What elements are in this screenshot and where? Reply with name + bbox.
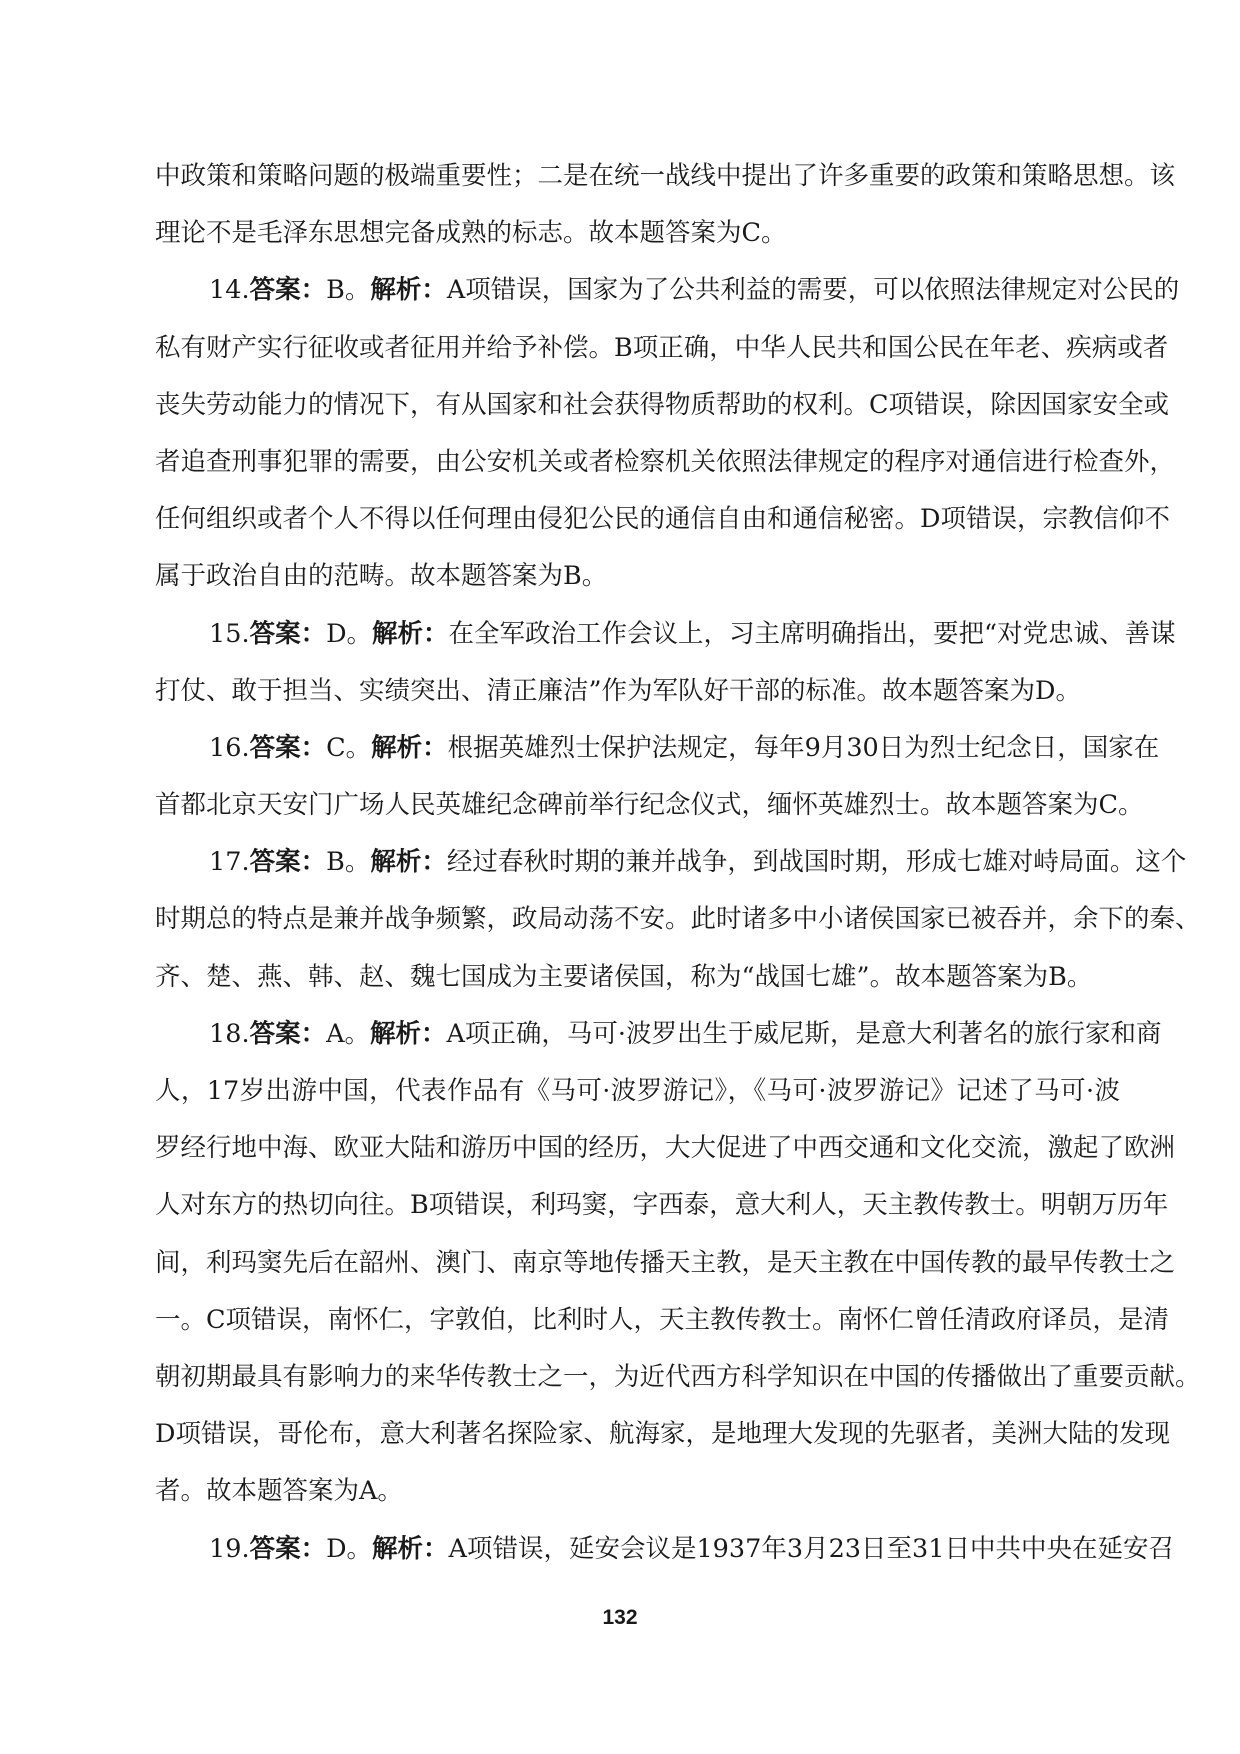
- text-line: [155, 1292, 1170, 1349]
- answer-paragraph-18: [155, 1006, 1201, 1521]
- answer-paragraph-17: [155, 834, 1201, 1006]
- text-line: [155, 777, 1144, 834]
- question-number: 19.: [209, 1533, 250, 1564]
- text-line: [155, 262, 1180, 319]
- line-text: 人，17岁出游中国，代表作品有《马可·波罗游记》，《马可·波罗游记》记述了马可·波: [155, 1076, 1120, 1106]
- text-line: [155, 1235, 1176, 1292]
- analysis-label: 解析：: [372, 1533, 449, 1564]
- line-text: 理论不是毛泽东思想完备成熟的标志。故本题答案为C。: [155, 218, 787, 249]
- line-text: 经过春秋时期的兼并战争，到战国时期，形成七雄对峙局面。这个: [446, 847, 1187, 878]
- text-line: [155, 377, 1170, 434]
- text-line: [155, 148, 1176, 205]
- document-body: [155, 148, 1201, 1578]
- answer-value: C。: [326, 732, 372, 763]
- line-text: 者追查刑事犯罪的需要，由公安机关或者检察机关依照法律规定的程序对通信进行检查外，: [155, 446, 1176, 477]
- answer-value: B。: [326, 275, 371, 306]
- question-number: 14.: [209, 275, 250, 306]
- answer-label: 答案：: [249, 275, 327, 306]
- line-text: 首都北京天安门广场人民英雄纪念碑前举行纪念仪式，缅怀英雄烈士。故本题答案为C。: [155, 790, 1144, 821]
- line-text: 间，利玛窦先后在韶州、澳门、南京等地传播天主教，是天主教在中国传教的最早传教士之: [155, 1247, 1176, 1278]
- text-line: [155, 663, 1120, 720]
- question-number: 18.: [209, 1018, 250, 1049]
- text-line: [155, 720, 1160, 777]
- text-line: [155, 1521, 1174, 1578]
- analysis-label: 解析：: [371, 732, 448, 763]
- answer-value: B。: [326, 847, 371, 878]
- question-number: 16.: [209, 732, 250, 763]
- text-line: [155, 1006, 1162, 1063]
- analysis-label: 解析：: [372, 618, 449, 649]
- text-line: [155, 320, 1169, 377]
- text-line: [155, 606, 1176, 663]
- text-line: [155, 1349, 1201, 1406]
- line-text: A项错误，国家为了公共利益的需要，可以依照法律规定对公民的: [446, 275, 1180, 306]
- answer-paragraph-16: [155, 720, 1160, 834]
- line-text: 丧失劳动能力的情况下，有从国家和社会获得物质帮助的权利。C项错误，除因国家安全或: [155, 389, 1170, 420]
- answer-label: 答案：: [249, 1533, 327, 1564]
- answer-paragraph-19: [155, 1521, 1174, 1578]
- text-line: [155, 1177, 1169, 1234]
- line-text: 任何组织或者个人不得以任何理由侵犯公民的通信自由和通信秘密。D项错误，宗教信仰不: [155, 504, 1170, 535]
- question-number: 15.: [209, 618, 250, 649]
- line-text: 私有财产实行征收或者征用并给予补偿。B项正确，中华人民共和国公民在年老、疾病或者: [155, 332, 1169, 363]
- text-line: [155, 1463, 1120, 1520]
- text-line: [155, 834, 1187, 891]
- line-text: 属于政治自由的范畴。故本题答案为B。: [155, 561, 608, 592]
- question-number: 17.: [209, 847, 250, 878]
- line-text: 者。故本题答案为A。: [155, 1476, 403, 1507]
- answer-label: 答案：: [249, 732, 327, 763]
- text-line: [155, 434, 1176, 491]
- answer-paragraph-14: [155, 262, 1180, 605]
- answer-label: 答案：: [249, 618, 327, 649]
- text-line: [155, 1063, 1120, 1120]
- line-text: A项错误，延安会议是1937年3月23日至31日中共中央在延安召: [448, 1533, 1174, 1564]
- answer-label: 答案：: [249, 1018, 327, 1049]
- continued-paragraph: [155, 148, 1176, 262]
- line-text: 罗经行地中海、欧亚大陆和游历中国的经历，大大促进了中西交通和文化交流，激起了欧洲: [155, 1133, 1176, 1164]
- page-number: 132: [602, 1606, 638, 1629]
- line-text: A项正确，马可·波罗出生于威尼斯，是意大利著名的旅行家和商: [446, 1018, 1162, 1049]
- line-text: 齐、楚、燕、韩、赵、魏七国成为主要诸侯国，称为“战国七雄”。故本题答案为B。: [155, 961, 1093, 992]
- line-text: 在全军政治工作会议上，习主席明确指出，要把“对党忠诚、善谋: [448, 618, 1176, 649]
- text-line: [155, 1406, 1170, 1463]
- text-line: [155, 949, 1120, 1006]
- line-text: 中政策和策略问题的极端重要性；二是在统一战线中提出了许多重要的政策和策略思想。该: [155, 161, 1176, 191]
- answer-value: A。: [326, 1018, 370, 1049]
- analysis-label: 解析：: [370, 275, 447, 306]
- text-line: [155, 548, 1120, 605]
- line-text: 一。C项错误，南怀仁，字敦伯，比利时人，天主教传教士。南怀仁曾任清政府译员，是清: [155, 1304, 1170, 1335]
- analysis-label: 解析：: [370, 847, 447, 878]
- line-text: 朝初期最具有影响力的来华传教士之一，为近代西方科学知识在中国的传播做出了重要贡献。: [155, 1361, 1201, 1392]
- answer-value: D。: [326, 1533, 373, 1564]
- line-text: 打仗、敢于担当、实绩突出、清正廉洁”作为军队好干部的标准。故本题答案为D。: [155, 675, 1081, 706]
- answer-label: 答案：: [249, 847, 327, 878]
- text-line: [155, 491, 1170, 548]
- answer-value: D。: [326, 618, 373, 649]
- text-line: [155, 891, 1201, 948]
- line-text: 人对东方的热切向往。B项错误，利玛窦，字西泰，意大利人，天主教传教士。明朝万历年: [155, 1190, 1169, 1221]
- text-line: [155, 1120, 1176, 1177]
- answer-paragraph-15: [155, 606, 1176, 720]
- line-text: 时期总的特点是兼并战争频繁，政局动荡不安。此时诸多中小诸侯国家已被吞并，余下的秦、: [155, 904, 1201, 935]
- text-line: [155, 205, 1120, 262]
- line-text: D项错误，哥伦布，意大利著名探险家、航海家，是地理大发现的先驱者，美洲大陆的发现: [155, 1419, 1170, 1450]
- analysis-label: 解析：: [370, 1018, 447, 1049]
- line-text: 根据英雄烈士保护法规定，每年9月30日为烈士纪念日，国家在: [447, 732, 1160, 763]
